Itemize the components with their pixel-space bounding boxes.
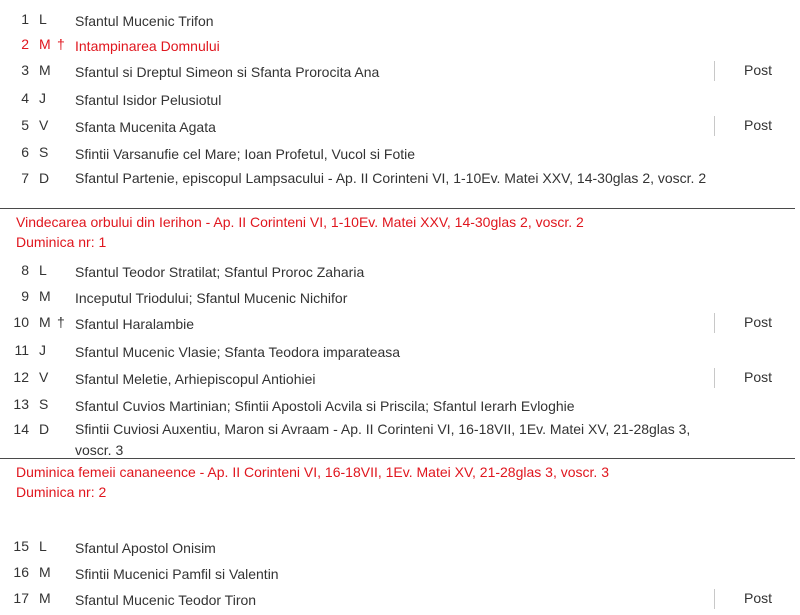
post-label: Post	[744, 117, 773, 133]
day-of-week: M	[39, 62, 51, 78]
day-number: 4	[21, 90, 29, 106]
sunday-block	[16, 462, 609, 502]
day-of-week: V	[39, 117, 49, 133]
sunday-block	[16, 212, 584, 252]
day-of-week: L	[39, 538, 47, 554]
cross-icon: †	[57, 36, 65, 52]
day-of-week: L	[39, 262, 47, 278]
saint-name: Sfantul Meletie, Arhiepiscopul Antiohiei	[75, 371, 316, 387]
day-of-week: V	[39, 369, 49, 385]
day-number: 3	[21, 62, 29, 78]
post-separator	[714, 313, 715, 333]
saint-name: Sfantul si Dreptul Simeon si Sfanta Prorocita Ana	[75, 64, 380, 80]
cross-icon: †	[57, 314, 65, 330]
saint-name: Sfantul Haralambie	[75, 316, 195, 332]
saint-name: Intampinarea Domnului	[75, 38, 220, 54]
day-of-week: M	[39, 288, 51, 304]
day-number: 16	[13, 564, 29, 580]
day-number: 17	[13, 590, 29, 606]
day-number: 12	[13, 369, 29, 385]
saint-name: Sfantul Teodor Stratilat; Sfantul Proroc Zaharia	[75, 264, 365, 280]
post-separator	[714, 61, 715, 81]
day-of-week: D	[39, 421, 50, 437]
saint-name: Sfintii Mucenici Pamfil si Valentin	[75, 566, 279, 582]
saint-name: Sfantul Mucenic Vlasie; Sfanta Teodora imparateasa	[75, 344, 401, 360]
saint-name: Sfantul Partenie, episcopul Lampsacului - Ap. II Corinteni VI, 1-10Ev. Matei XXV, 14-30glas 2, voscr. 2	[75, 170, 707, 186]
day-of-week: D	[39, 170, 50, 186]
sunday-title: Vindecarea orbului din Ierihon - Ap. II Corinteni VI, 1-10Ev. Matei XXV, 14-30glas 2, voscr. 2	[16, 214, 584, 230]
saint-name: Sfantul Mucenic Trifon	[75, 13, 214, 29]
day-of-week: L	[39, 11, 47, 27]
saint-name: Sfantul Cuvios Martinian; Sfintii Apostoli Acvila si Priscila; Sfantul Ierarh Evloghie	[75, 398, 575, 414]
day-number: 14	[13, 421, 29, 437]
day-number: 9	[21, 288, 29, 304]
saint-name: Sfantul Isidor Pelusiotul	[75, 92, 222, 108]
day-of-week: M	[39, 564, 51, 580]
post-label: Post	[744, 62, 773, 78]
post-label: Post	[744, 314, 773, 330]
day-number: 8	[21, 262, 29, 278]
saint-name: Sfantul Apostol Onisim	[75, 540, 216, 556]
sunday-count: Duminica nr: 1	[16, 234, 107, 250]
post-separator	[714, 589, 715, 609]
day-of-week: M	[39, 36, 51, 52]
post-label: Post	[744, 369, 773, 385]
day-number: 6	[21, 144, 29, 160]
saint-name: Sfantul Mucenic Teodor Tiron	[75, 592, 257, 608]
day-number: 13	[13, 396, 29, 412]
day-number: 1	[21, 11, 29, 27]
day-number: 5	[21, 117, 29, 133]
day-number: 11	[14, 342, 29, 358]
day-of-week: J	[39, 342, 46, 358]
day-number: 2	[21, 36, 29, 52]
sunday-count: Duminica nr: 2	[16, 484, 107, 500]
post-separator	[714, 368, 715, 388]
day-number: 7	[21, 170, 29, 186]
day-of-week: M	[39, 314, 51, 330]
day-of-week: S	[39, 396, 49, 412]
post-separator	[714, 116, 715, 136]
saint-name: Sfintii Varsanufie cel Mare; Ioan Profetul, Vucol si Fotie	[75, 146, 416, 162]
saint-name: Inceputul Triodului; Sfantul Mucenic Nichifor	[75, 290, 348, 306]
day-of-week: J	[39, 90, 46, 106]
post-label: Post	[744, 590, 773, 606]
day-number: 15	[13, 538, 29, 554]
sunday-title: Duminica femeii cananeence - Ap. II Corinteni VI, 16-18VII, 1Ev. Matei XV, 21-28glas 3, voscr. 3	[16, 464, 609, 480]
day-number: 10	[13, 314, 29, 330]
day-of-week: M	[39, 590, 51, 606]
saint-name: Sfanta Mucenita Agata	[75, 119, 216, 135]
day-of-week: S	[39, 144, 49, 160]
saint-name: Sfintii Cuviosi Auxentiu, Maron si Avraam - Ap. II Corinteni VI, 16-18VII, 1Ev. Matei XV, 21-28glas 3, voscr. 3	[75, 421, 691, 458]
week-divider	[0, 208, 795, 209]
week-divider	[0, 458, 795, 459]
